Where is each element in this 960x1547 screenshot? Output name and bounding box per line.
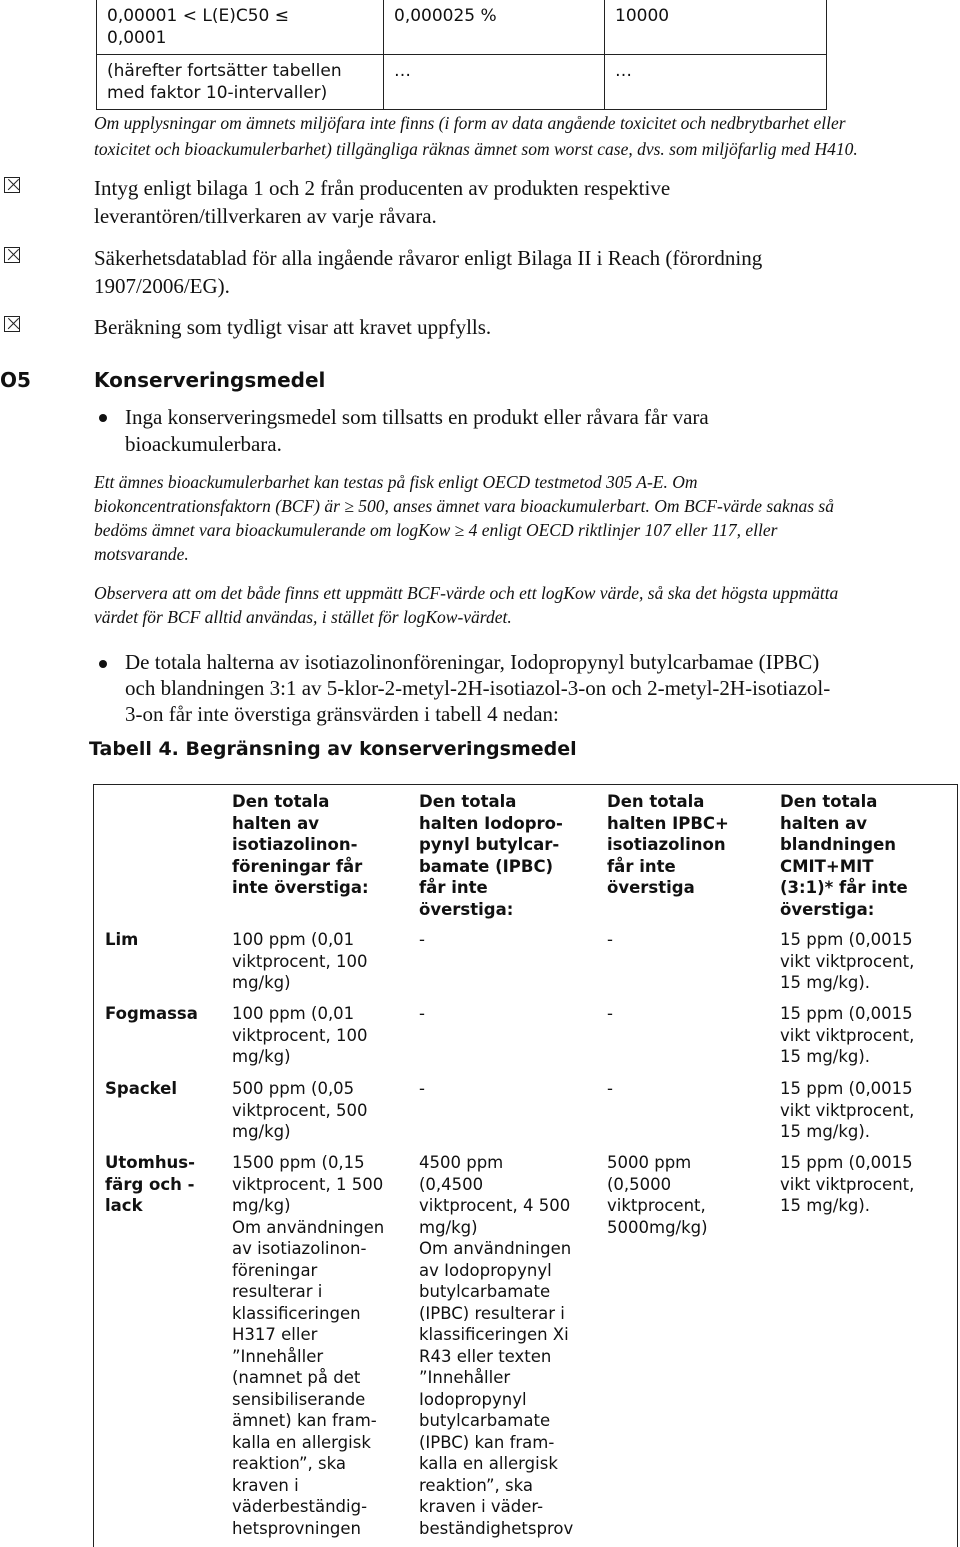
table-cell: - xyxy=(419,930,425,949)
table-cell: 5000 ppm (0,5000 viktprocent, 5000mg/kg) xyxy=(607,1153,708,1237)
table-cell: - xyxy=(607,1079,613,1098)
table-cell: 500 ppm (0,05 viktprocent, 500 mg/kg) xyxy=(232,1079,368,1141)
checkbox-icon[interactable] xyxy=(4,316,20,332)
table-cell: - xyxy=(607,930,613,949)
range-cell xyxy=(97,0,384,55)
table-caption: Tabell 4. Begränsning av konserveringsmedel xyxy=(89,738,577,760)
table-cell: 100 ppm (0,01 viktprocent, 100 mg/kg) xyxy=(232,930,368,992)
preservative-limits-table xyxy=(93,784,958,1547)
bullet-icon xyxy=(99,414,107,422)
column-header: Den totala halten IPBC+ isotiazolinon får inte överstiga xyxy=(607,792,729,897)
paragraph-line: motsvarande. xyxy=(94,544,189,564)
paragraph-line: värdet för BCF alltid användas, i stället för logKow-värdet. xyxy=(94,607,512,627)
section-number: O5 xyxy=(0,368,31,392)
factor-text: … xyxy=(615,61,632,81)
paragraph-line: Ett ämnes bioackumulerbarhet kan testas på fisk enligt OECD testmetod 305 A-E. Om xyxy=(94,472,698,492)
table-row xyxy=(97,55,827,110)
checkbox-icon[interactable] xyxy=(4,247,20,263)
row-label: Utomhus- färg och - lack xyxy=(105,1153,195,1215)
column-header: Den totala halten av isotiazolinon- föreningar får inte överstiga: xyxy=(232,792,369,897)
row-label: Lim xyxy=(105,930,139,949)
percent-text: 0,000025 % xyxy=(394,6,497,26)
table-cell: - xyxy=(419,1004,425,1023)
toxicity-factor-table xyxy=(96,0,827,110)
bcf-paragraph xyxy=(94,470,834,566)
requirement-text: Inga konserveringsmedel som tillsatts en produkt eller råvara får vara bioackumulerbara. xyxy=(125,405,709,456)
checklist-item: Intyg enligt bilaga 1 och 2 från producenten av produkten respektive leverantören/tillverkaren av varje råvara. xyxy=(94,176,671,228)
checklist-item: Säkerhetsdatablad för alla ingående råvaror enligt Bilaga II i Reach (förordning 1907/2006/EG). xyxy=(94,246,763,298)
range-text: (härefter fortsätter tabellen med faktor 10-intervaller) xyxy=(107,61,342,103)
table-cell: 15 ppm (0,0015 vikt viktprocent, 15 mg/kg). xyxy=(780,1004,915,1066)
paragraph-line: Observera att om det både finns ett uppmätt BCF-värde och ett logKow värde, så ska det högsta uppmätta xyxy=(94,583,839,603)
factor-cell xyxy=(605,55,827,110)
table-cell: 100 ppm (0,01 viktprocent, 100 mg/kg) xyxy=(232,1004,368,1066)
range-cell xyxy=(97,55,384,110)
percent-cell xyxy=(384,55,605,110)
requirement-text: De totala halterna av isotiazolinonföreningar, Iodopropynyl butylcarbamae (IPBC) och blandningen 3:1 av 5-klor-2-metyl-2H-isotiazol-3-on och 2-metyl-2H-isotiazol- 3-on får inte överstiga gränsvärden i tabell 4 nedan: xyxy=(125,650,831,726)
logkow-paragraph xyxy=(94,581,838,629)
paragraph-line: biokoncentrationsfaktorn (BCF) är ≥ 500, anses ämnet vara bioackumulerbart. Om BCF-värde saknas så xyxy=(94,496,834,516)
table-cell: 15 ppm (0,0015 vikt viktprocent, 15 mg/kg). xyxy=(780,930,915,992)
table-cell: 1500 ppm (0,15 viktprocent, 1 500 mg/kg) Om användningen av isotiazolinon- föreningar resulterar i klassificeringen H317 eller ”Innehåller (namnet på det sensibiliserande ämnet) kan fram- kalla en allergisk reaktion”, ska kraven i väderbeständig- hetsprovningen xyxy=(232,1153,385,1538)
table-row xyxy=(97,0,827,55)
column-header: Den totala halten Iodopro- pynyl butylcar- bamate (IPBC) får inte överstiga: xyxy=(419,792,563,919)
column-header: Den totala halten av blandningen CMIT+MIT (3:1)* får inte överstiga: xyxy=(780,792,908,919)
table-cell: 15 ppm (0,0015 vikt viktprocent, 15 mg/kg). xyxy=(780,1153,915,1215)
percent-cell xyxy=(384,0,605,55)
row-label: Spackel xyxy=(105,1079,177,1098)
table-cell: 15 ppm (0,0015 vikt viktprocent, 15 mg/kg). xyxy=(780,1079,915,1141)
percent-text: … xyxy=(394,61,411,81)
table-cell: - xyxy=(419,1079,425,1098)
section-title: Konserveringsmedel xyxy=(94,368,326,392)
factor-text: 10000 xyxy=(615,6,670,26)
paragraph-line: bedöms ämnet vara bioackumulerande om logKow ≥ 4 enligt OECD riktlinjer 107 eller 117, eller xyxy=(94,520,778,540)
row-label: Fogmassa xyxy=(105,1004,198,1023)
range-text: 0,00001 < L(E)C50 ≤ 0,0001 xyxy=(107,6,289,48)
checklist-item: Beräkning som tydligt visar att kravet uppfylls. xyxy=(94,315,492,339)
checkbox-icon[interactable] xyxy=(4,177,20,193)
table-cell: - xyxy=(607,1004,613,1023)
bullet-icon xyxy=(99,660,107,668)
factor-cell xyxy=(605,0,827,55)
worst-case-note: Om upplysningar om ämnets miljöfara inte finns (i form av data angående toxicitet och nedbrytbarhet eller toxicitet och bioackumulerbarhet) tillgängliga räknas ämnet som worst case, dvs. som miljöfarlig med H410. xyxy=(94,113,858,159)
table-cell: 4500 ppm (0,4500 viktprocent, 4 500 mg/kg) Om användningen av Iodopropynyl butylcarbamate (IPBC) resulterar i klassificeringen Xi R43 eller texten ”Innehåller Iodopropynyl butylcarbamate (IPBC) kan fram- kalla en allergisk reaktion”, ska kraven i väder- beständighetsprov xyxy=(419,1153,574,1538)
